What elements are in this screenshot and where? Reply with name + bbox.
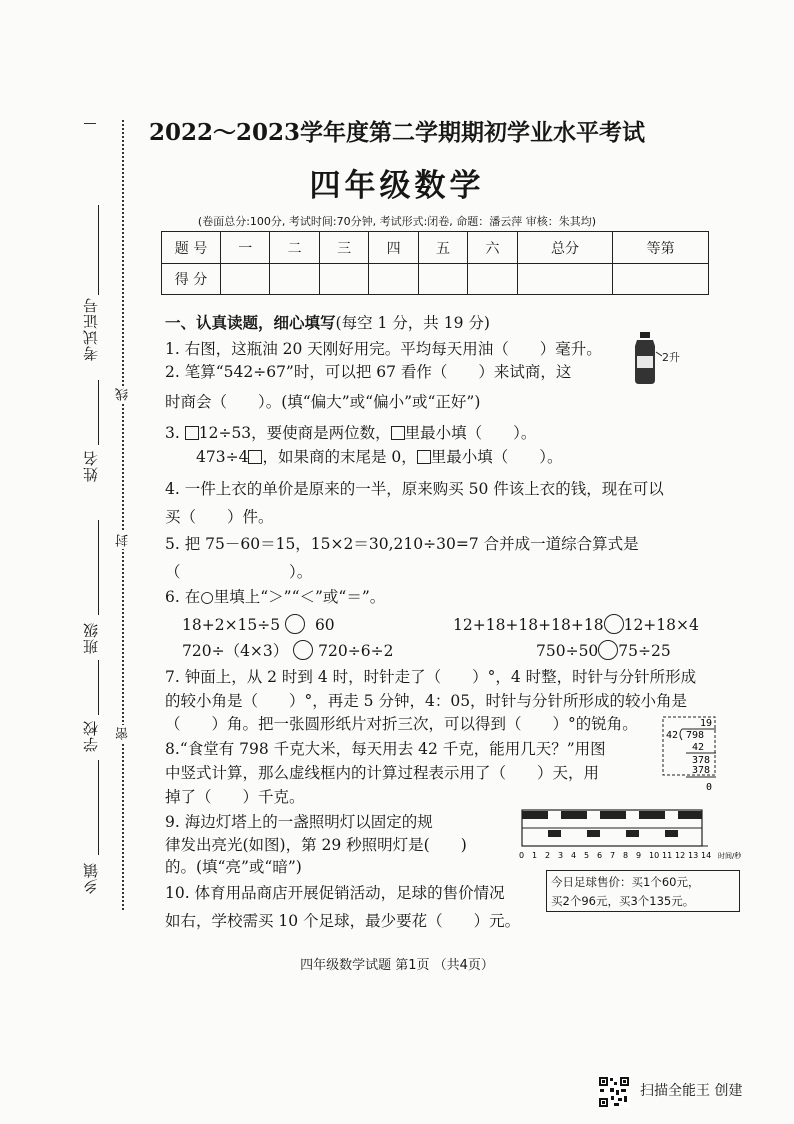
time-tick-label: 7	[610, 851, 616, 860]
question-7-line-2: 的较小角是（ ）°，再走 5 分钟，4：05，时针与分针所形成的较小角是	[165, 692, 688, 710]
class-label: 班级	[82, 622, 100, 654]
seal-seal-char: 封	[116, 534, 131, 547]
question-3-number: 3.	[165, 424, 180, 442]
town-field[interactable]	[98, 760, 99, 855]
time-tick-label: 3	[558, 851, 564, 860]
exam-info: (卷面总分:100分, 考试时间:70分钟, 考试形式:闭卷, 命题：潘云萍 审核：朱其均)	[197, 215, 597, 228]
blank-box-icon[interactable]	[417, 450, 431, 464]
division-remainder-1: 378	[692, 755, 711, 766]
compare-1-left: 18+2×15÷5	[182, 616, 281, 634]
time-tick-label: 14	[701, 851, 712, 860]
time-tick-label: 10	[649, 851, 660, 860]
time-tick-label: 13	[688, 851, 699, 860]
light-pattern-bar	[522, 810, 708, 846]
division-step-2: 378	[692, 765, 711, 776]
price-line-1: 今日足球售价：买1个60元，	[551, 875, 700, 889]
question-5-line-1: 5. 把 75－60＝15，15×2＝30,210÷30=7 合并成一道综合算式是	[165, 535, 639, 553]
compare-circle-icon[interactable]	[293, 640, 313, 660]
blank-box-icon[interactable]	[185, 426, 199, 440]
compare-4	[536, 640, 671, 662]
long-division-diagram	[662, 716, 726, 798]
question-4-line-1: 4. 一件上衣的单价是原来的一半，原来购买 50 件该上衣的钱，现在可以	[165, 480, 664, 498]
qr-code-icon	[598, 1076, 630, 1108]
score-table	[161, 231, 709, 295]
seal-dotted-line	[122, 120, 124, 910]
score-input-cell[interactable]	[221, 264, 270, 295]
scanner-watermark: 扫描全能王 创建	[640, 1083, 743, 1099]
table-cell: 五	[418, 232, 467, 264]
question-3-text: 12÷53，要使商是两位数，	[198, 424, 391, 442]
compare-1	[182, 614, 335, 636]
score-input-cell[interactable]	[468, 264, 517, 295]
division-divisor: 42	[666, 730, 679, 741]
class-field[interactable]	[98, 520, 99, 615]
question-9-line-1: 9. 海边灯塔上的一盏照明灯以固定的规	[165, 813, 433, 831]
table-cell: 一	[221, 232, 270, 264]
table-cell: 三	[319, 232, 368, 264]
time-tick-label: 5	[584, 851, 590, 860]
question-3-tail: 里最小填（ ）。	[404, 424, 537, 442]
table-cell: 总分	[517, 232, 613, 264]
question-1: 1. 右图，这瓶油 20 天刚好用完。平均每天用油（ ）毫升。	[165, 340, 602, 358]
blank-box-icon[interactable]	[248, 450, 262, 464]
compare-3-left: 720÷（4×3）	[182, 642, 289, 660]
score-input-cell[interactable]	[319, 264, 368, 295]
bottle-capacity-label: 2升	[662, 351, 680, 364]
question-9-line-3: 的。(填“亮”或“暗”)	[165, 858, 302, 876]
football-price-box	[546, 870, 740, 912]
page-footer: 四年级数学试题 第1页 （共4页）	[300, 958, 494, 973]
division-step-1: 42	[692, 742, 705, 753]
compare-3-right: 720÷6÷2	[318, 642, 394, 660]
time-tick-label: 4	[571, 851, 577, 860]
name-label: 姓名	[82, 450, 100, 482]
question-8-line-2: 中竖式计算，那么虚线框内的计算过程表示用了（ ）天，用	[165, 764, 600, 782]
question-3-line-2	[196, 446, 563, 468]
time-axis-unit: 时间/秒	[718, 852, 742, 860]
lighthouse-pattern-diagram	[508, 806, 784, 862]
seal-mi-char: 密	[116, 727, 131, 740]
question-5-line-2: （ ）。	[165, 563, 313, 581]
question-3-line-1	[165, 422, 536, 444]
question-9-line-2: 律发出亮光(如图)，第 29 秒照明灯是( )	[165, 836, 467, 854]
question-8-line-1: 8.“食堂有 798 千克大米，每天用去 42 千克，能用几天？”用图	[165, 740, 606, 758]
table-cell: 得 分	[162, 264, 221, 295]
time-tick-label: 9	[636, 851, 642, 860]
question-7-line-3: （ ）角。把一张圆形纸片对折三次，可以得到（ ）°的锐角。	[165, 715, 638, 733]
school-field[interactable]	[98, 660, 99, 715]
compare-2-left: 12+18+18+18+18	[453, 616, 604, 634]
question-7-line-1: 7. 钟面上，从 2 时到 4 时，时针走了（ ）°，4 时整，时针与分针所形成	[165, 668, 697, 686]
question-6: 6. 在○里填上“＞”“＜”或“＝”。	[165, 588, 386, 606]
compare-4-left: 750÷50	[536, 642, 599, 660]
score-input-cell[interactable]	[517, 264, 613, 295]
compare-circle-icon[interactable]	[604, 614, 624, 634]
score-table-score-row	[162, 264, 709, 295]
section-1-note: (每空 1 分，共 19 分)	[335, 314, 490, 332]
time-tick-label: 6	[597, 851, 603, 860]
time-tick-label: 2	[545, 851, 551, 860]
section-1-heading	[165, 312, 490, 334]
question-2-line-2: 时商会（ ）。(填“偏大”或“偏小”或“正好”)	[165, 393, 481, 411]
score-table-header-row	[162, 232, 709, 264]
question-10-line-1: 10. 体育用品商店开展促销活动，足球的售价情况	[165, 884, 505, 902]
price-line-2: 买2个96元，买3个135元。	[551, 894, 695, 908]
section-1-title: 一、认真读题，细心填写	[165, 314, 336, 332]
division-remainder-2: 0	[706, 782, 713, 793]
compare-circle-icon[interactable]	[598, 640, 618, 660]
question-3b-text: 473÷4	[196, 448, 249, 466]
table-cell: 四	[369, 232, 418, 264]
question-8-line-3: 掉了（ ）千克。	[165, 788, 305, 806]
time-tick-label: 1	[532, 851, 538, 860]
subject-title: 四年级数学	[309, 168, 485, 204]
table-cell: 六	[468, 232, 517, 264]
compare-circle-icon[interactable]	[285, 614, 305, 634]
table-cell: 题 号	[162, 232, 221, 264]
town-label: 乡镇	[82, 862, 100, 894]
compare-2	[453, 614, 699, 636]
table-cell: 二	[270, 232, 319, 264]
division-dividend: 798	[686, 730, 705, 741]
compare-1-right: 60	[314, 616, 335, 634]
time-tick-label: 8	[623, 851, 629, 860]
time-tick-label: 12	[675, 851, 686, 860]
blank-box-icon[interactable]	[391, 426, 405, 440]
compare-4-right: 75÷25	[618, 642, 671, 660]
score-input-cell[interactable]	[270, 264, 319, 295]
name-field[interactable]	[98, 380, 99, 445]
question-10-line-2: 如右，学校需买 10 个足球，最少要花（ ）元。	[165, 912, 521, 930]
score-input-cell[interactable]	[613, 264, 709, 295]
oil-bottle-icon	[632, 330, 692, 386]
score-input-cell[interactable]	[369, 264, 418, 295]
exam-number-label: 考试证号	[82, 297, 100, 361]
question-3b-mid: ，如果商的末尾是 0，	[262, 448, 417, 466]
seal-line-char: 线	[116, 388, 131, 401]
division-quotient: 19	[700, 718, 713, 729]
compare-2-right: 12+18×4	[623, 616, 699, 634]
time-axis-ticks	[519, 851, 711, 860]
question-3b-tail: 里最小填（ ）。	[430, 448, 563, 466]
time-tick-label: 0	[519, 851, 525, 860]
question-4-line-2: 买（ ）件。	[165, 508, 274, 526]
exam-title: 2022～2023学年度第二学期期初学业水平考试	[148, 119, 646, 146]
question-2-line-1: 2. 笔算“542÷67”时，可以把 67 看作（ ）来试商，这	[165, 363, 572, 381]
table-cell: 等第	[613, 232, 709, 264]
score-input-cell[interactable]	[418, 264, 467, 295]
time-tick-label: 11	[662, 851, 673, 860]
school-label: 学校	[82, 720, 100, 752]
compare-3	[182, 640, 393, 662]
